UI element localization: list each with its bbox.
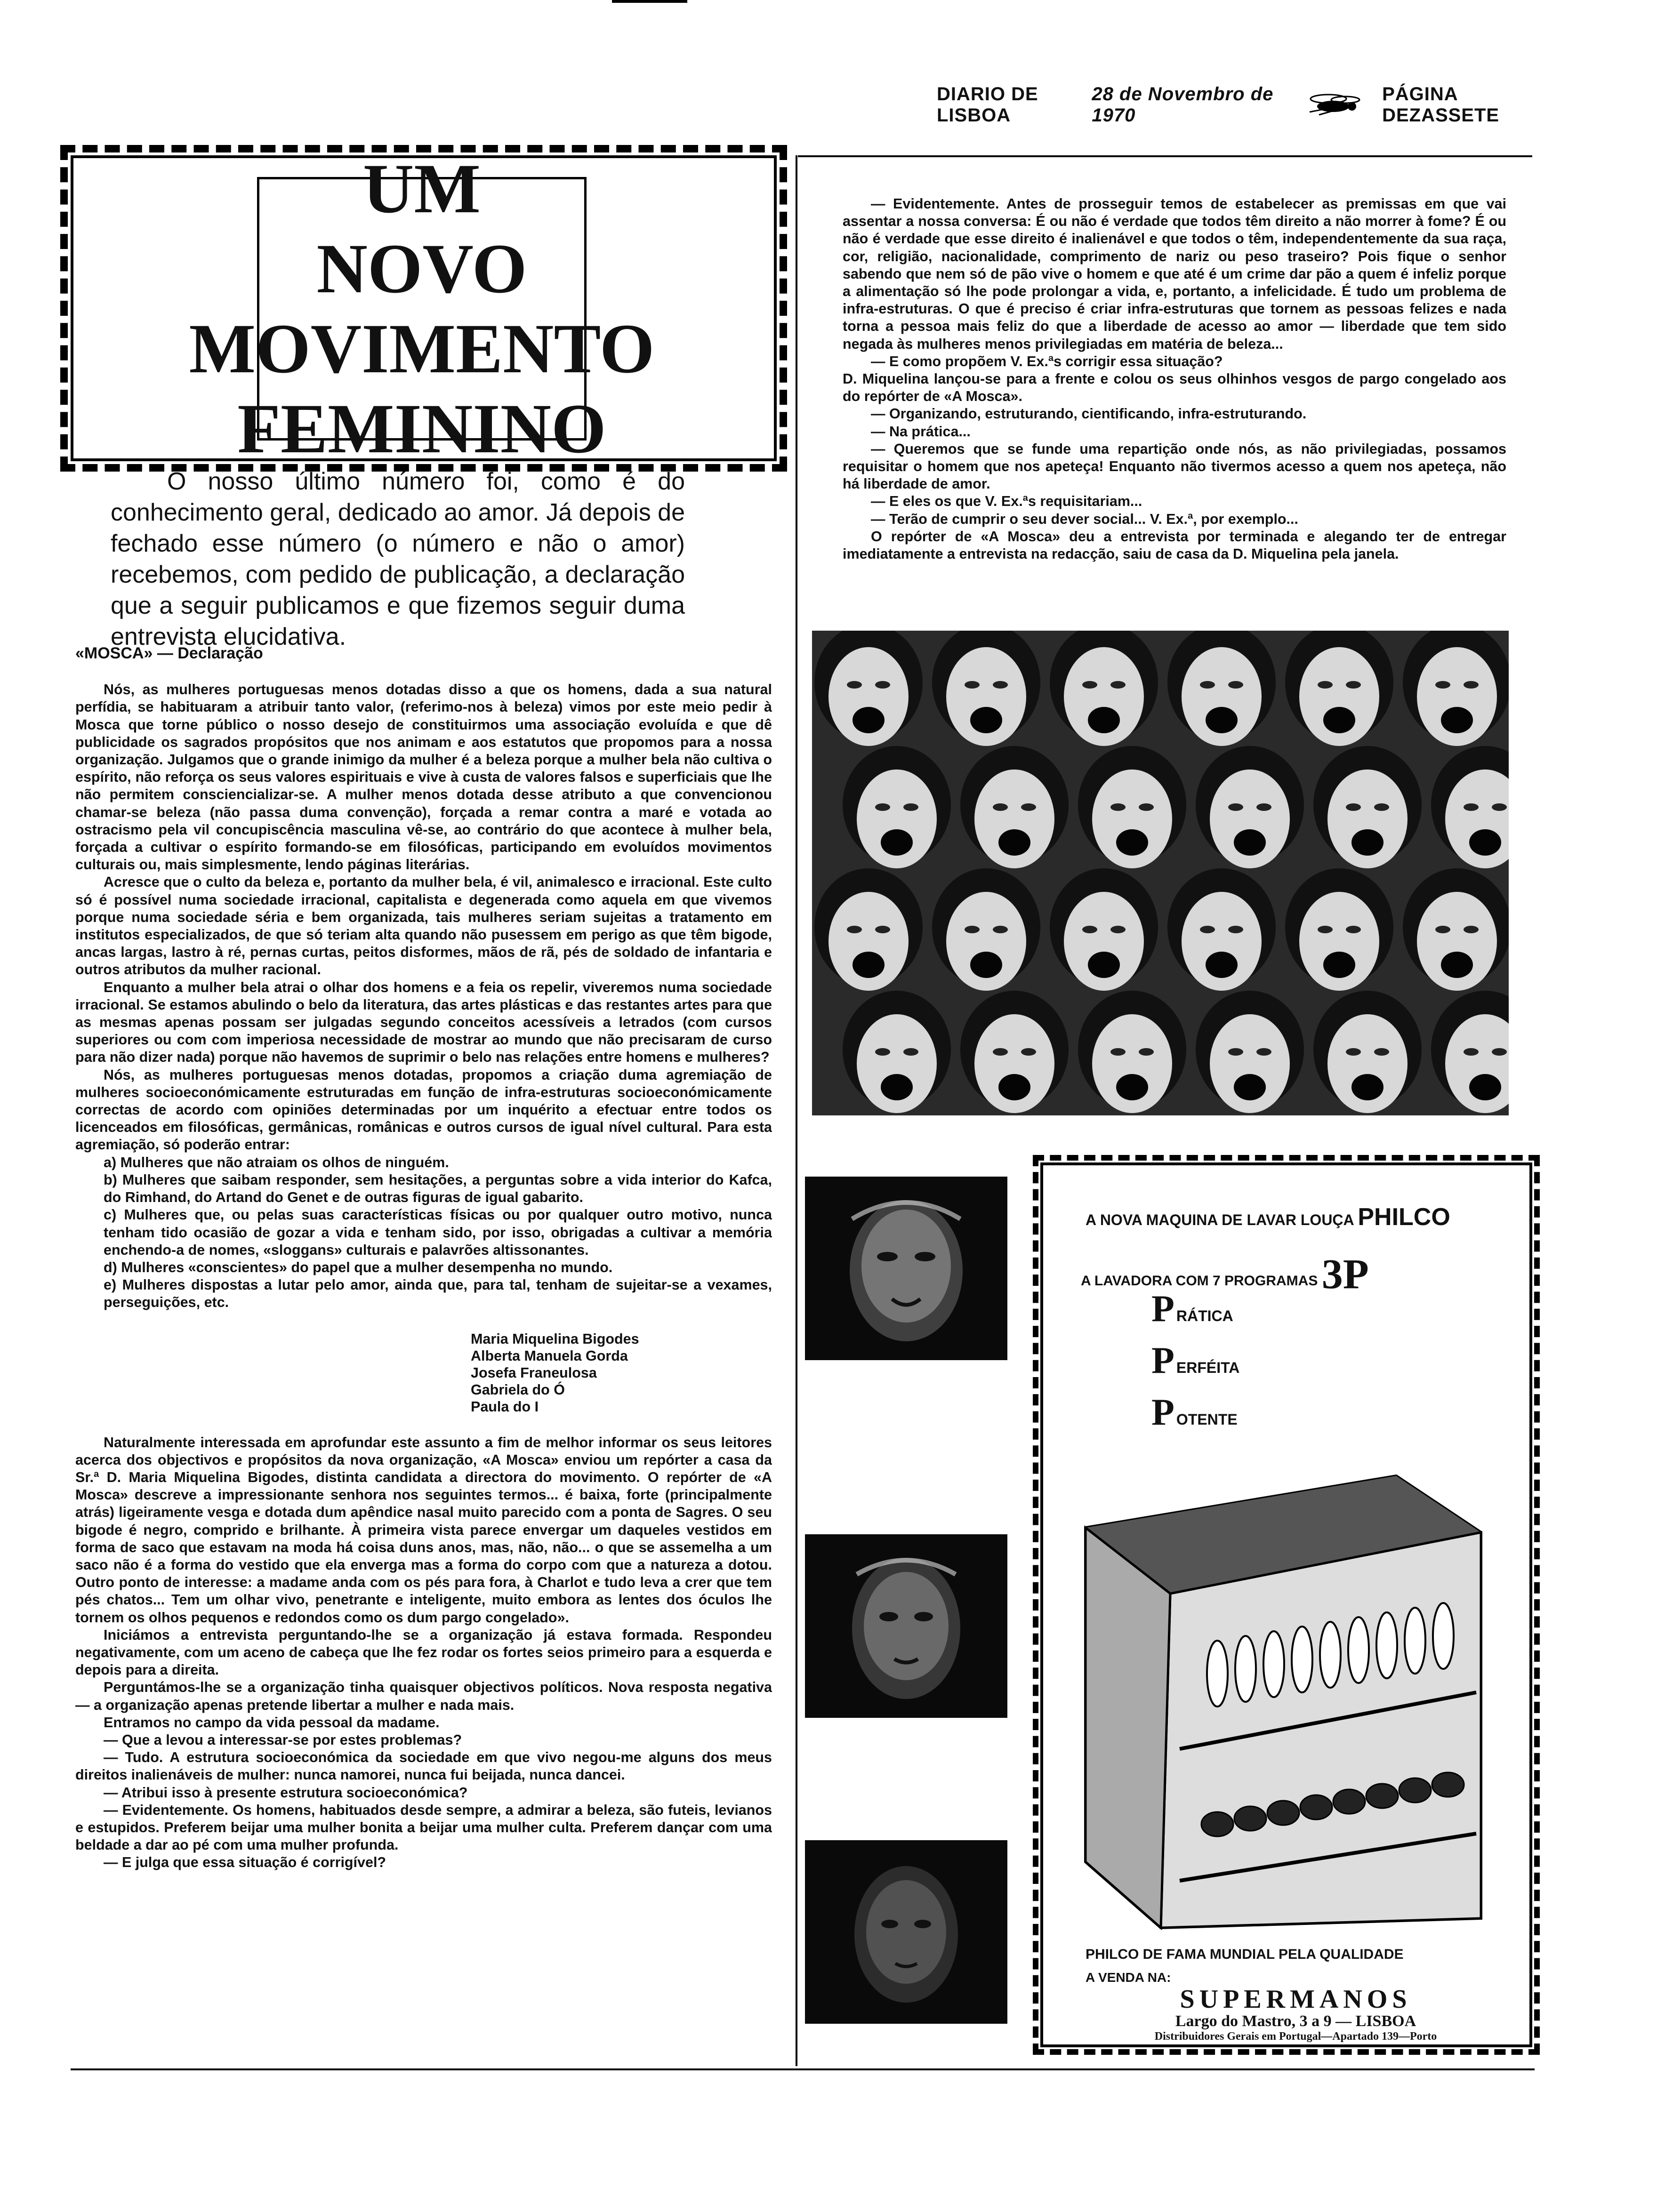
continuation-paragraph: — Queremos que se funde uma repartição onde nós, as não privilegiadas, possamos requisitar o homem que nos apeteça! Enquanto não tivermos acesso a quem nos apeteça, não há liberdade de amor. <box>843 441 1506 492</box>
interview-paragraph: Perguntámos-lhe se a organização tinha quaisquer objectivos políticos. Nova resposta negativa — a organização apenas pretende libertar a mulher e nada mais. <box>75 1679 772 1713</box>
ad-subheadline-text: A LAVADORA COM 7 PROGRAMAS <box>1081 1273 1318 1289</box>
article-paragraph: Acresce que o culto da beleza e, portanto da mulher bela, é vil, animalesco e irracional. Este culto só é possível numa sociedade irracional, capitalista e degenerada como aquela em que vivemos porque numa sociedade séria e bem organizada, tais mulheres seriam sujeitas a tratamento em institutos especializados, de que só teriam alta quando não pusessem em perigo as que têm bigode, ancas largas, lastro à ré, pernas curtas, peitos disformes, mãos de rã, pés de soldado de infantaria e outros atributos da mulher racional. <box>75 874 772 978</box>
headline <box>189 150 655 468</box>
ad-footer-line: A VENDA NA: <box>1086 1970 1171 1985</box>
ppp-cap: P <box>1151 1288 1174 1330</box>
interview-paragraph: — Que a levou a interessar-se por estes problemas? <box>104 1731 462 1748</box>
ad-3p: 3P <box>1321 1251 1369 1298</box>
interview-paragraph: — E julga que essa situação é corrigível? <box>104 1854 386 1871</box>
signature: Josefa Franeulosa <box>471 1364 597 1381</box>
top-rule <box>612 0 687 3</box>
bowl <box>1201 1812 1233 1836</box>
criteria-item: a) Mulheres que não atraiam os olhos de ninguém. <box>104 1154 449 1170</box>
headline-line-3: FEMININO <box>237 390 606 468</box>
dishwasher-illustration <box>1076 1457 1500 1932</box>
page-number: PÁGINA DEZASSETE <box>1382 84 1500 126</box>
continuation-paragraph: — E eles os que V. Ex.ªs requisitariam... <box>871 493 1142 510</box>
interview-paragraph: — Tudo. A estrutura socioeconómica da sociedade em que vivo negou-me alguns dos meus direitos inalienáveis de mulher: nunca namorei, nunca fui beijada, nunca dancei. <box>75 1749 772 1783</box>
signatures <box>471 1330 772 1415</box>
interview-paragraph: — Evidentemente. Os homens, habituados desde sempre, a admirar a beleza, são futeis, levianos e estupidos. Preferem beijar uma mulher bonita a beijar uma mulher culta. Preferem dançar com uma beldade a dar ao pé com uma mulher profunda. <box>75 1802 772 1853</box>
interview-paragraph: Entramos no campo da vida pessoal da madame. <box>104 1714 440 1731</box>
continuation-paragraph: — Terão de cumprir o seu dever social... V. Ex.ª, por exemplo... <box>871 511 1298 527</box>
plate <box>1235 1636 1256 1702</box>
ad-headline-text: A NOVA MAQUINA DE LAVAR LOUÇA <box>1086 1211 1354 1228</box>
portrait-image <box>805 1534 1007 1718</box>
headline-box <box>71 150 777 468</box>
criteria-item: c) Mulheres que, ou pelas suas características físicas ou por qualquer outro motivo, nunca tenham tido ocasião de gozar a vida e tenham sido, por isso, obrigadas a cultivar a memória enchendo-a de nomes, «sloggans» culturais e palavrões altissonantes. <box>104 1207 772 1258</box>
edition-date: 28 de Novembro de 1970 <box>1092 84 1274 126</box>
headline-line-1: UM NOVO <box>316 150 527 308</box>
column-divider <box>796 155 797 2066</box>
headline-line-2: MOVIMENTO <box>189 310 655 388</box>
store-address: Largo do Mastro, 3 a 9 — LISBOA <box>1175 2012 1416 2030</box>
bottom-rule <box>71 2068 1535 2070</box>
portrait-image <box>805 1177 1007 1360</box>
signature: Paula do I <box>471 1398 539 1415</box>
signature: Maria Miquelina Bigodes <box>471 1330 639 1347</box>
criteria-item: d) Mulheres «conscientes» do papel que a mulher desempenha no mundo. <box>104 1259 613 1275</box>
plate <box>1320 1622 1341 1688</box>
store-name: SUPERMANOS <box>1180 1985 1412 2014</box>
article-paragraph: Enquanto a mulher bela atrai o olhar dos homens e a feia os repelir, viveremos numa sociedade irracional. Se estamos abulindo o belo da literatura, das artes plásticas e das restantes artes para que as mesmas apenas possam ser julgadas segundo conceitos acessíveis a letrados (com cursos superiores ou com com imperiosa necessidade de mostrar ao mundo que não precisaram de curso para não dizer nada) porque não havemos de suprimir o belo nas relações entre homens e mulheres? <box>75 979 772 1066</box>
fly-icon <box>1300 93 1371 117</box>
article-paragraph: Nós, as mulheres portuguesas menos dotadas, propomos a criação duma agremiação de mulheres socioeconómicamente estruturadas em função de infra-estruturas socioeconómicamente correctas de acordo com opiniões determinadas por um inquérito a efectuar entre todos os licenceados em filosóficas, germânicas, românicas e outros cursos de igual nível cultural. Para esta agremiação, só poderão entrar: <box>75 1066 772 1153</box>
signature: Alberta Manuela Gorda <box>471 1347 628 1364</box>
plate <box>1207 1641 1228 1707</box>
ad-footer-line: PHILCO DE FAMA MUNDIAL PELA QUALIDADE <box>1086 1947 1404 1962</box>
article-left-column <box>75 645 772 2066</box>
ppp-item <box>1151 1391 1238 1434</box>
distributor: Distribuidores Gerais em Portugal—Apartado 139—Porto <box>1154 2030 1437 2043</box>
continuation-paragraph: — Na prática... <box>871 423 971 440</box>
article-paragraph: Nós, as mulheres portuguesas menos dotadas disso a que os homens, dada a sua natural perfídia, se habituaram a atribuir tanto valor, (referimo-nos à beleza) vimos por este meio pedir à Mosca que torne público o nosso desejo de constituirmos uma associação evoluída e que dê publicidade os sagrados propósitos que nos animam e aos estatutos que propomos para a nossa organização. Julgamos que o grande inimigo da mulher é a beleza porque a mulher bela não cultiva o espírito, não reforça os seus valores espirituais e vive à custa de valores falsos e superficiais que lhe não permitem consciencializar-se. A mulher menos dotada desse atributo a que convencionou chamar-se beleza (não passa duma convenção), forçada a remar contra a maré e votada ao ostracismo pela vil concupiscência masculina vê-se, ao contrário do que acontece à mulher bela, forçada a cultivar o espírito formando-se em filosóficas, participando em evoluídos movimentos culturais ou, mais simplesmente, lendo páginas literárias. <box>75 681 772 873</box>
bowl <box>1399 1778 1431 1803</box>
interview-paragraph: Iniciámos a entrevista perguntando-lhe se a organização já estava formada. Respondeu negativamente, com um aceno de cabeça que lhe fez rodar os fortes seios primeiro para a esquerda e depois para a direita. <box>75 1627 772 1678</box>
bowl <box>1333 1789 1365 1814</box>
continuation-paragraph: D. Miquelina lançou-se para a frente e colou os seus olhinhos vesgos de pargo congelado aos do repórter de «A Mosca». <box>843 371 1506 405</box>
bowl <box>1366 1784 1398 1808</box>
plate <box>1263 1631 1284 1697</box>
bowl <box>1300 1795 1332 1819</box>
plate <box>1405 1608 1425 1674</box>
masthead <box>937 84 1549 126</box>
plate <box>1292 1627 1312 1692</box>
continuation-paragraph: O repórter de «A Mosca» deu a entrevista por terminada e alegando ter de entregar imediatamente a entrevista na redacção, saiu de casa da D. Miquelina pela janela. <box>843 528 1506 562</box>
criteria-item: e) Mulheres dispostas a lutar pelo amor, ainda que, para tal, tenham de sujeitar-se a vexames, perseguições, etc. <box>104 1277 772 1311</box>
continuation-paragraph: — E como propõem V. Ex.ªs corrigir essa situação? <box>871 353 1223 369</box>
intro-paragraph <box>111 466 685 652</box>
continuation-paragraph: — Organizando, estruturando, cientificando, infra-estruturando. <box>871 406 1307 422</box>
interview-paragraph: Naturalmente interessada em aprofundar este assunto a fim de melhor informar os seus leitores acerca dos objectivos e propósitos da nova organização, «A Mosca» enviou um repórter a casa da Sr.ª D. Maria Miquelina Bigodes, distinta candidata a directora do movimento. O repórter de «A Mosca» descreve a impressionante senhora nos seguintes termos... é baixa, forte (principalmente atrás) ligeiramente vesga e dotada dum apêndice nasal muito parecido com a ponta de Sagres. O seu bigode é negro, comprido e brilhante. À primeira vista parece envergar um daqueles vestidos em forma de saco que estavam na moda há coisa duns anos, mas, não, não... o que se assemelha a um saco não é a forma do vestido que ela enverga mas a forma do corpo com que a natureza a dotou. Outro ponto de interesse: a madame anda com os pés para fora, à Charlot e tudo leva a crer que tem pés chatos... Tem um olhar vivo, penetrante e inteligente, muito embora as lentes dos óculos lhe tornem os olhos pequenos e redondos como os dum pargo congelado». <box>75 1434 772 1626</box>
screaming-faces-photo <box>812 631 1509 1115</box>
signature: Gabriela do Ó <box>471 1381 565 1398</box>
right-column-rule <box>798 155 1532 157</box>
intro-text: O nosso último número foi, como é do conhecimento geral, dedicado ao amor. Já depois de fechado esse número (o número e não o amor) recebemos, com pedido de publicação, a declaração que a seguir publicamos e que fizemos seguir duma entrevista elucidativa. <box>111 468 685 650</box>
plate <box>1376 1612 1397 1678</box>
bowl <box>1234 1806 1266 1831</box>
ppp-item <box>1151 1288 1233 1330</box>
plate <box>1348 1617 1369 1683</box>
ppp-cap: P <box>1151 1392 1174 1433</box>
bowl <box>1432 1772 1464 1797</box>
paper-name: DIARIO DE LISBOA <box>937 84 1038 126</box>
criteria-item: b) Mulheres que saibam responder, sem hesitações, a perguntas sobre a vida interior do Kafca, do Rimhand, do Artand do Genet e de outras figuras de igual gabarito. <box>104 1171 772 1206</box>
ppp-item <box>1151 1339 1239 1382</box>
philco-advertisement <box>1040 1162 1532 2047</box>
plate <box>1433 1603 1454 1669</box>
ppp-word: ERFÉITA <box>1176 1359 1240 1376</box>
ad-headline <box>1086 1203 1450 1231</box>
interview-paragraph: — Atribui isso à presente estrutura socioeconómica? <box>104 1784 468 1801</box>
portrait-image <box>805 1840 1007 2024</box>
bowl <box>1267 1801 1299 1825</box>
continuation-paragraph: — Evidentemente. Antes de prosseguir temos de estabelecer as premissas em que vai assentar a nossa conversa: É ou não é verdade que todos têm direito a não morrer à fome? É ou não é verdade que esse direito é inalienável e que todos o têm, independentemente da sua raça, cor, religião, nacionalidade, comprimento de nariz ou peso traseiro? Pois fique o senhor sabendo que nem só de pão vive o homem e que até é um crime dar pão a quem é infeliz porque a alimentação só lhe pode prolongar a vida, e, portanto, a infelicidade. É tudo um problema de infra-estruturas. O que é preciso é criar infra-estruturas que tornem as pessoas felizes e nada torna a pessoa mais feliz do que a liberdade de acesso ao amor — liberdade que tem sido negada às mulheres menos privilegiadas em matéria de beleza... <box>843 196 1506 352</box>
article-right-column <box>843 195 1506 619</box>
ppp-word: RÁTICA <box>1176 1307 1233 1324</box>
article-heading: «MOSCA» — Declaração <box>75 645 263 662</box>
philco-brand: PHILCO <box>1358 1203 1450 1231</box>
ppp-word: OTENTE <box>1176 1411 1238 1428</box>
ppp-cap: P <box>1151 1340 1174 1381</box>
